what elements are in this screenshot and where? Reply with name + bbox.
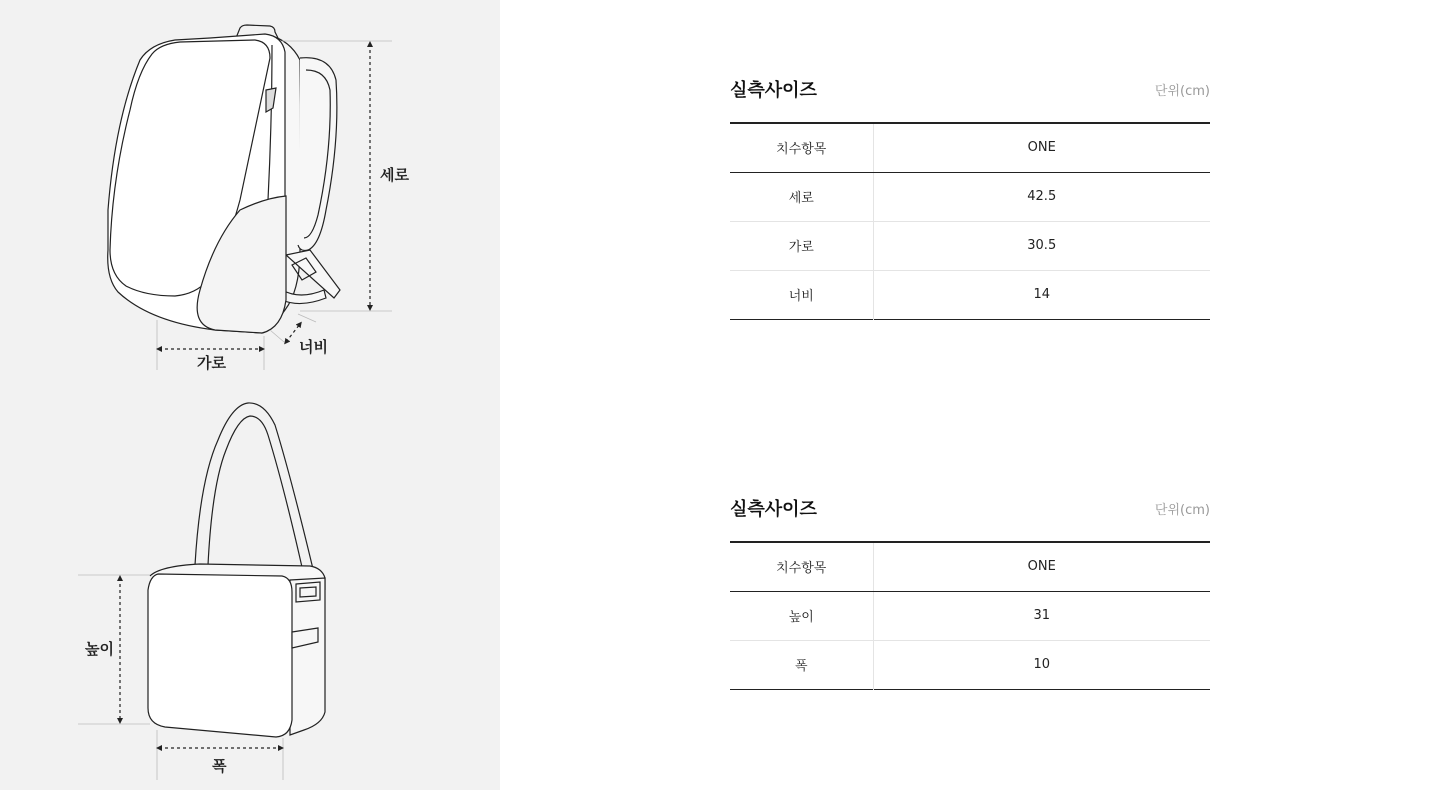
- table-header-row: [730, 542, 1210, 591]
- table-row: [730, 591, 1210, 640]
- row-key-cell: 폭: [730, 640, 873, 689]
- row-key-cell: 너비: [730, 270, 873, 319]
- bag-drawings: [0, 0, 500, 790]
- size-table: [730, 541, 1210, 690]
- size-section-backpack: [730, 76, 1210, 336]
- shoulder-bag-drawing: [78, 403, 325, 780]
- unit-label: 단위(cm): [1154, 503, 1210, 518]
- row-value-cell: 14: [1033, 287, 1051, 302]
- table-row: [730, 640, 1210, 689]
- shoulder-bag-width-label: 폭: [212, 757, 227, 775]
- header-value-cell: ONE: [873, 123, 1210, 172]
- row-key-cell: 세로: [730, 172, 873, 221]
- size-table: [730, 122, 1210, 320]
- section-title: 실측사이즈: [730, 80, 817, 101]
- size-section-shoulder-bag: [730, 495, 1210, 705]
- row-value-cell: 42.5: [873, 172, 1210, 221]
- backpack-width-label: 가로: [197, 354, 226, 372]
- row-key-cell: 가로: [730, 221, 873, 270]
- backpack-height-label: 세로: [380, 166, 409, 184]
- row-value-cell: 10: [1033, 657, 1051, 672]
- row-value-cell: 31: [873, 591, 1210, 640]
- row-value-cell: 30.5: [873, 221, 1210, 270]
- row-key-cell: 높이: [730, 591, 873, 640]
- header-key-cell: 치수항목: [730, 542, 873, 591]
- table-row: [730, 221, 1210, 270]
- table-row: [730, 172, 1210, 221]
- shoulder-bag-height-label: 높이: [85, 640, 114, 658]
- backpack-depth-label: 너비: [299, 338, 328, 356]
- backpack-drawing: [108, 25, 392, 370]
- table-header-row: [730, 123, 1210, 172]
- table-row: [730, 270, 1210, 319]
- header-key-cell: 치수항목: [730, 123, 873, 172]
- header-value-cell: ONE: [873, 542, 1210, 591]
- unit-label: 단위(cm): [1154, 84, 1210, 99]
- section-title: 실측사이즈: [730, 499, 817, 520]
- illustration-panel: [0, 0, 500, 790]
